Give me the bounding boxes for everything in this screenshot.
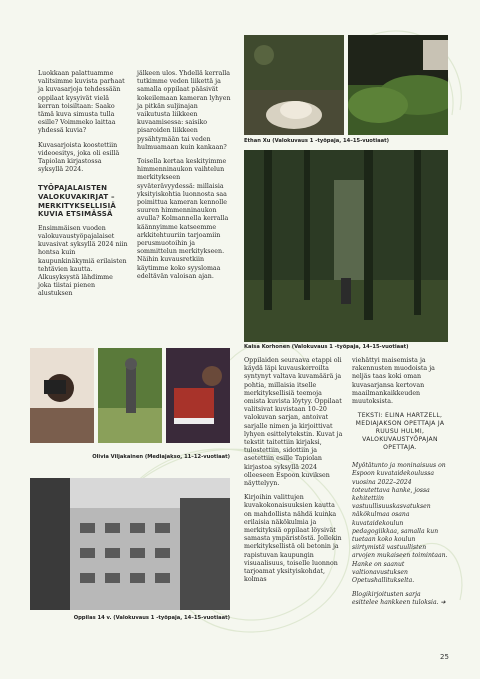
paragraph: Kirjoihin valittujen kuvakokonaisuuksien kautta on mahdollista nähdä kuinka erilaisia näkökulmia ja merkityksiä oppilaat löysivät samasta ympäristöstä. Jollekin merkityksellistä oli betonin ja rapistuvan kaupungin visuaalisuus, toiselle luonnon tarjoamat yksityiskohdat, kolmas <box>244 494 342 584</box>
paragraph: viehättyi maisemista ja rakennusten muodoista ja neljäs taas koki oman kuvasarjansa kertovan maailmankaikkeuden muutoksista. <box>352 357 435 406</box>
photo-caption: Oppilas 14 v. (Valokuvaus 1 -työpaja, 14–15-vuotiaat) <box>73 615 230 621</box>
photo-camera-girl <box>30 348 94 443</box>
photo-statue-figure <box>98 348 162 443</box>
project-note: Myötätunto ja moninaisuus on Espoon kuvataidekoulussa vuosina 2022–2024 toteutettava hanke, jossa kehitettiin vastuullisuuskasvatuksen näkökulmaa osana kuvataidekoulun pedagogiikkaa, samalla kun tuetaan koko koulun siirtymistä vastuullisten arvojen mukaiseen toimintaan. Hanke on saanut valtionavustuksen Opetushallitukselta. <box>352 462 448 585</box>
column-4 <box>352 357 448 614</box>
paragraph: Kuvasarjoista koostettiin videoesitys, joka oli esillä Tapiolan kirjastossa syksyllä 2024. <box>38 141 120 174</box>
column-1 <box>38 70 128 305</box>
photo-caption: Olivia Viljakainen (Mediajakso, 11–12-vuotiaat) <box>92 454 230 460</box>
author-credit: TEKSTI: ELINA HARTZELL, MEDIAJAKSON OPETTAJA JA RUUSU HULMI, VALOKUVAUSTYÖPAJAN OPETTAJA. <box>355 412 445 452</box>
paragraph: Oppilaiden seuraava etappi oli käydä läpi kuvauskerroilta syntynyt valtava kuvamäärä ja pohtia, millaisia itselle merkityksellisiä teemoja omista kuvista löytyy. Oppilaat valitsivat kuvistaan 10–20 valokuvan sarjan, antoivat sarjalle nimen ja kirjoittivat lyhyen esittelytekstin. Kuvat ja tekstit taitettiin kirjaksi, tulostettiin, sidottiin ja asetettiin esille Tapiolan kirjastoa syksyllä 2024 olleeseen Espoon kuviksen näyttelyyn. <box>244 357 343 488</box>
photo-forest-person <box>244 150 448 342</box>
photo-caption: Ethan Xu (Valokuvaus 1 -työpaja, 14–15-vuotiaat) <box>244 138 389 144</box>
photo-girl-piano <box>166 348 230 443</box>
blog-series-link[interactable]: Blogikirjoitusten sarja esittelee hankkeen tuloksia. ➔ <box>352 591 446 607</box>
column-2 <box>137 70 233 287</box>
paragraph: jälkeen ulos. Yhdellä kerralla tutkimme veden liikettä ja samalla oppilaat pääsivät kokeilemaan kameran lyhyen ja pitkän suljinajan vaikutusta liikkeen kuvaamisessa: saisiko pisaroiden liikkeen pysähtymään tai veden hulmuamaan kuin kankaan? <box>137 70 231 151</box>
paragraph: Ensimmäisen vuoden valokuvaustyöpajalaiset kuvasivat syksyllä 2024 niin hontsa kuin kaupunkinäkymiä erilaisten tehtävien kautta. Alkusyksystä lähdimme joka tiistai pienen alustuksen <box>38 224 128 298</box>
page-number: 25 <box>440 653 449 661</box>
paragraph: Toisella kertaa keskityimme himmenninaukon vaihtelun merkitykseen syväterävyydessä: millaisia yksityiskohtia luonnosta saa poimittua kameran kennolle suuren himmenninaukon avulla? Kolmannella kerralla käännyimme katseemme arkkitehtuuriin tarjoamiin perusmuotoihin ja sommittelun merkitykseen. Näihin kuvausretkiin käytimme koko syyslomaa edeltävän valoisan ajan. <box>137 158 229 280</box>
photo-apartment-building <box>30 478 230 610</box>
section-heading: TYÖPAJALAISTEN VALOKUVAKIRJAT – MERKITYKSELLISIÄ KUVIA ETSIMÄSSÄ <box>38 184 117 219</box>
photo-feather-closeup <box>244 35 344 135</box>
photo-caption: Kaisa Korhonen (Valokuvaus 1 -työpaja, 14–15-vuotiaat) <box>244 344 409 350</box>
paragraph: Luokkaan palattuamme valitsimme kuvista parhaat ja kuvasarjoja tehdessään oppilaat kysyivät vielä kerran toisiltaan: Saako tämä kuva simusta tulla esille? Voimmeko laittaa yhdessä kuvia? <box>38 70 125 135</box>
column-3 <box>244 357 344 590</box>
photo-moss-closeup <box>348 35 448 135</box>
